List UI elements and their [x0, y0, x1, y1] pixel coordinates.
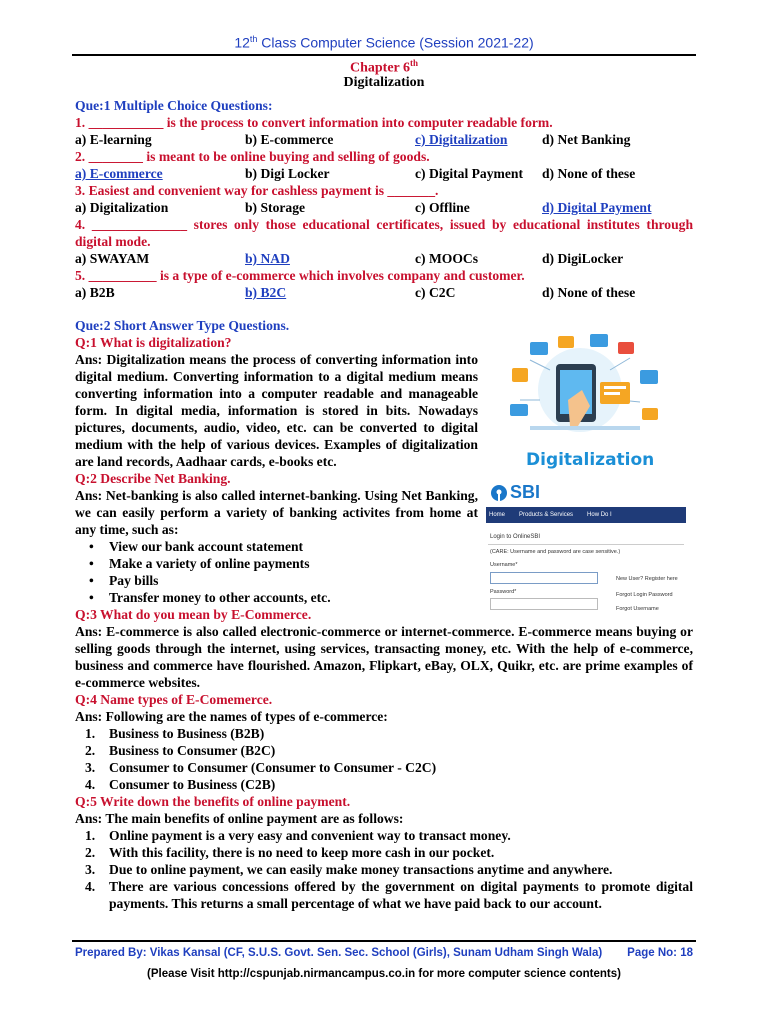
nav-home: Home — [489, 512, 506, 518]
benefits-list — [75, 827, 693, 912]
list-item: 2. With this facility, there is no need to keep more cash in our pocket. — [85, 845, 495, 860]
list-item-text: Online payment is a very easy and convenient way to transact money. — [109, 828, 511, 843]
sbi-new-user-link[interactable]: New User? Register here — [616, 576, 678, 582]
header-title-pre: 12 — [234, 34, 250, 51]
digitalization-illustration — [490, 330, 690, 476]
sbi-logo-text: SBI — [510, 482, 541, 502]
option-b: b) Digi Locker — [245, 166, 330, 181]
ecommerce-types-list — [75, 725, 693, 793]
sbi-forgot-password-link[interactable]: Forgot Login Password — [616, 592, 673, 598]
mcq-options-1 — [75, 131, 693, 148]
option-b-answer: b) B2C — [245, 285, 287, 300]
digitalization-caption: Digitalization — [526, 450, 655, 470]
option-d-answer: d) Digital Payment — [542, 200, 652, 215]
sbi-username-input[interactable] — [490, 572, 598, 584]
short-a4: Ans: Following are the names of types of e-commerce: — [75, 709, 388, 724]
list-item: 1. Online payment is a very easy and convenient way to transact money. — [85, 828, 511, 843]
header-title-sup: th — [249, 34, 258, 44]
list-item-text: Due to online payment, we can easily make money transactions anytime and anywhere. — [109, 862, 613, 877]
q4-text: ______________ stores only those educational certificates, issued by educational institutes through digital mode. — [75, 217, 693, 249]
option-d: d) DigiLocker — [542, 251, 624, 266]
chapter-sup: th — [410, 58, 419, 68]
mcq-options-2 — [75, 165, 693, 182]
mcq-options-4 — [75, 250, 693, 267]
short-q3: Q:3 What do you mean by E-Commerce. — [75, 607, 312, 622]
mcq-question-3: 3. Easiest and convenient way for cashless payment is _______. — [75, 183, 439, 198]
list-item-text: There are various concessions offered by the government on digital payments to promote digital payments. This returns a small percentage of what we have paid back to our account. — [109, 879, 693, 911]
list-item: 2. Business to Consumer (B2C) — [85, 743, 276, 758]
option-d: d) None of these — [542, 285, 636, 300]
option-a: a) Digitalization — [75, 200, 169, 215]
option-a: a) B2B — [75, 285, 115, 300]
sbi-password-label: Password* — [490, 589, 517, 595]
nav-products: Products & Services — [519, 512, 574, 518]
list-item: 4. There are various concessions offered by the government on digital payments to promote digital payments. This returns a small percentage of what we have paid back to our account. — [85, 879, 693, 911]
option-a: a) SWAYAM — [75, 251, 150, 266]
q2-text: ________ is meant to be online buying and selling of goods. — [85, 149, 430, 164]
option-c: c) C2C — [415, 285, 456, 300]
mcq-heading: Que:1 Multiple Choice Questions: — [75, 98, 273, 113]
mcq-options-5 — [75, 284, 693, 301]
short-q2: Q:2 Describe Net Banking. — [75, 471, 231, 486]
list-item-text: Consumer to Business (C2B) — [109, 777, 276, 792]
footer-page-number: Page No: 18 — [627, 947, 693, 959]
chapter-name: Digitalization — [343, 75, 425, 90]
spacer — [75, 301, 693, 317]
option-c-answer: c) Digitalization — [415, 132, 508, 147]
option-a-answer: a) E-commerce — [75, 166, 163, 181]
short-q4: Q:4 Name types of E-Comemerce. — [75, 692, 273, 707]
footer-visit-note: (Please Visit http://cspunjab.nirmancampus.co.in for more computer science contents) — [147, 968, 621, 980]
q5-num: 5. — [75, 268, 86, 283]
list-item: • Pay bills — [75, 572, 693, 589]
short-q5: Q:5 Write down the benefits of online payment. — [75, 794, 351, 809]
sbi-password-input[interactable] — [490, 598, 598, 610]
mcq-question-1 — [75, 114, 693, 131]
sbi-login-screenshot — [486, 480, 686, 628]
header-title-post: Class Computer Science (Session 2021-22) — [257, 34, 534, 51]
list-item-text: Business to Consumer (B2C) — [109, 743, 276, 758]
option-c: c) Digital Payment — [415, 166, 523, 181]
short-a5: Ans: The main benefits of online payment are as follows: — [75, 811, 404, 826]
list-item: • Make a variety of online payments — [75, 555, 693, 572]
page-header-title — [0, 34, 768, 51]
short-answer-heading: Que:2 Short Answer Type Questions. — [75, 318, 290, 333]
short-a3: Ans: E-commerce is also called electronic-commerce or internet-commerce. E-commerce means buying or selling goods through the internet, using services, transacting money, etc. With the help of e-commerce, business and commerce have flourished. Amazon, Flipkart, eBay, OLX, Quikr, etc. are prime examples of e-commerce websites. — [75, 624, 693, 690]
list-item: 3. Consumer to Consumer (Consumer to Consumer - C2C) — [85, 760, 437, 775]
sbi-username-label: Username* — [490, 562, 518, 568]
option-c: c) MOOCs — [415, 251, 479, 266]
sbi-login-panel — [486, 524, 686, 628]
q1-text: ___________ is the process to convert information into computer readable form. — [85, 115, 553, 130]
option-a: a) E-learning — [75, 132, 152, 147]
q1-num: 1. — [75, 115, 86, 130]
list-item-text: With this facility, there is no need to keep more cash in our pocket. — [109, 845, 495, 860]
option-d: d) Net Banking — [542, 132, 631, 147]
list-item-text: Business to Business (B2B) — [109, 726, 265, 741]
option-b: b) E-commerce — [245, 132, 334, 147]
list-item: 3. Due to online payment, we can easily make money transactions anytime and anywhere. — [85, 862, 613, 877]
q5-text: __________ is a type of e-commerce which involves company and customer. — [85, 268, 525, 283]
mcq-question-2 — [75, 148, 693, 165]
list-item: • View our bank account statement — [75, 538, 693, 555]
nav-howdoi: How Do I — [587, 512, 612, 518]
option-d: d) None of these — [542, 166, 636, 181]
sbi-logo — [490, 482, 540, 503]
mcq-options-3 — [75, 199, 693, 216]
chapter-number — [0, 58, 768, 77]
list-item: 1. Business to Business (B2B) — [85, 726, 265, 741]
chapter-label: Chapter 6 — [349, 60, 410, 76]
q4-num: 4. — [75, 217, 86, 232]
header-divider — [72, 54, 696, 56]
footer-prepared-by: Prepared By: Vikas Kansal (CF, S.U.S. Govt. Sen. Sec. School (Girls), Sunam Udham Singh Wala) — [75, 947, 603, 959]
short-q1: Q:1 What is digitalization? — [75, 335, 232, 350]
sbi-login-title: Login to OnlineSBI — [490, 534, 541, 540]
q2-num: 2. — [75, 149, 86, 164]
option-c: c) Offline — [415, 200, 470, 215]
footer-divider — [72, 940, 696, 942]
option-b-answer: b) NAD — [245, 251, 290, 266]
mcq-question-5 — [75, 267, 693, 284]
list-item-text: Consumer to Consumer (Consumer to Consumer - C2C) — [109, 760, 437, 775]
sbi-care-note: (CARE: Username and password are case sensitive.) — [490, 549, 621, 555]
sbi-forgot-username-link[interactable]: Forgot Username — [616, 606, 659, 612]
list-item: 4. Consumer to Business (C2B) — [85, 777, 276, 792]
mcq-question-4 — [75, 216, 693, 250]
sbi-divider — [488, 544, 684, 545]
sbi-nav-bar — [486, 507, 686, 523]
option-b: b) Storage — [245, 200, 306, 215]
list-item: • Transfer money to other accounts, etc. — [75, 589, 693, 606]
footer-credit-row — [75, 947, 693, 959]
sbi-logo-icon — [490, 484, 508, 502]
short-a2: Ans: Net-banking is also called internet-banking. Using Net Banking, we can easily perform a variety of banking activites from home at any time, such as: — [75, 488, 478, 537]
short-a1: Ans: Digitalization means the process of converting information into digital medium. Converting information to a digital medium means converting information into a computer readable and manageable form. In digital media, information is stored in bits. Nowadays pictures, documents, audio, video, etc. can be converted to digital medium with the help of various devices. Examples of digitalization are land records, Aadhaar cards, e-books etc. — [75, 352, 478, 469]
